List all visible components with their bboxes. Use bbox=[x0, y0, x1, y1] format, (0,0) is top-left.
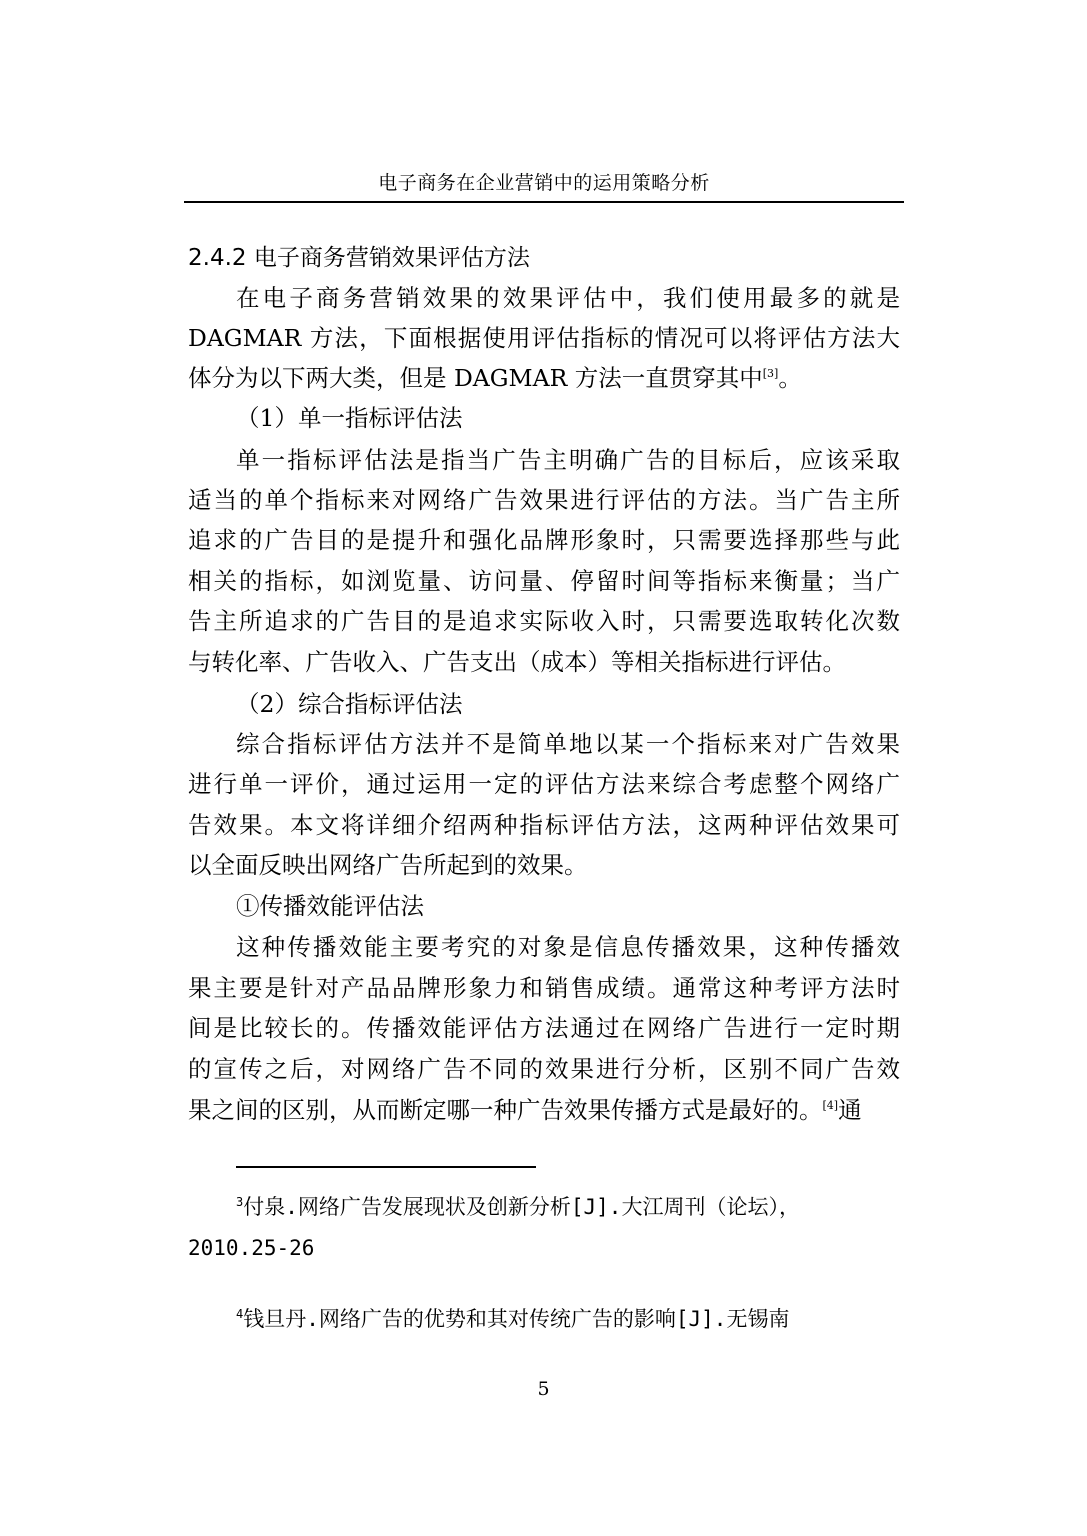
footnote-4-text: 钱旦丹.网络广告的优势和其对传统广告的影响[J].无锡南 bbox=[243, 1307, 790, 1331]
para4-line-1: 这种传播效能主要考究的对象是信息传播效果，这种传播效 bbox=[236, 933, 900, 961]
page-number: 5 bbox=[537, 1378, 550, 1400]
running-header: 电子商务在企业营销中的运用策略分析 bbox=[378, 172, 710, 194]
citation-ref-3: [3] bbox=[762, 367, 779, 380]
para2-line-1: 单一指标评估法是指当广告主明确广告的目标后，应该采取 bbox=[236, 446, 900, 474]
para4-line-5-text: 果之间的区别，从而断定哪一种广告效果传播方式是最好的。 bbox=[188, 1096, 823, 1124]
para4-line-3: 间是比较长的。传播效能评估方法通过在网络广告进行一定时期 bbox=[188, 1014, 900, 1042]
sub1-title: ①传播效能评估法 bbox=[236, 892, 424, 920]
para4-line-5-end: 通 bbox=[838, 1096, 862, 1124]
footnote-3-mark: 3 bbox=[236, 1195, 244, 1209]
footnote-3-line-2: 2010.25-26 bbox=[188, 1236, 315, 1260]
item1-title: （1）单一指标评估法 bbox=[236, 404, 463, 432]
para3-line-2: 进行单一评价，通过运用一定的评估方法来综合考虑整个网络广 bbox=[188, 770, 900, 798]
para2-line-3: 追求的广告目的是提升和强化品牌形象时，只需要选择那些与此 bbox=[188, 526, 900, 554]
citation-ref-4: [4] bbox=[822, 1099, 839, 1112]
para1-line-3-text: 体分为以下两大类，但是 DAGMAR 方法一直贯穿其中 bbox=[188, 364, 763, 392]
para1-line-3-end: 。 bbox=[778, 364, 802, 392]
para2-line-5: 告主所追求的广告目的是追求实际收入时，只需要选取转化次数 bbox=[188, 607, 900, 635]
header-rule bbox=[184, 201, 904, 203]
para4-line-2: 果主要是针对产品品牌形象力和销售成绩。通常这种考评方法时 bbox=[188, 974, 900, 1002]
footnote-3-text: 付泉.网络广告发展现状及创新分析[J].大江周刊（论坛）， bbox=[243, 1195, 800, 1219]
para2-line-6: 与转化率、广告收入、广告支出（成本）等相关指标进行评估。 bbox=[188, 648, 846, 676]
para4-line-5 bbox=[188, 1090, 900, 1130]
para1-line-2: DAGMAR 方法，下面根据使用评估指标的情况可以将评估方法大 bbox=[188, 324, 900, 352]
para1-line-3 bbox=[188, 358, 900, 398]
item2-title: （2）综合指标评估法 bbox=[236, 690, 463, 718]
para3-line-3: 告效果。本文将详细介绍两种指标评估方法，这两种评估效果可 bbox=[188, 811, 900, 839]
para2-line-4: 相关的指标，如浏览量、访问量、停留时间等指标来衡量；当广 bbox=[188, 567, 900, 595]
para1-line-1: 在电子商务营销效果的效果评估中，我们使用最多的就是 bbox=[236, 284, 900, 312]
footnote-rule bbox=[236, 1166, 536, 1168]
para3-line-1: 综合指标评估方法并不是简单地以某一个指标来对广告效果 bbox=[236, 730, 900, 758]
footnote-4-mark: 4 bbox=[236, 1307, 244, 1321]
footnote-3-line-1 bbox=[236, 1187, 900, 1227]
para4-line-4: 的宣传之后，对网络广告不同的效果进行分析，区别不同广告效 bbox=[188, 1055, 900, 1083]
footnote-4-line-1 bbox=[236, 1299, 900, 1339]
para3-line-4: 以全面反映出网络广告所起到的效果。 bbox=[188, 851, 588, 879]
para2-line-2: 适当的单个指标来对网络广告效果进行评估的方法。当广告主所 bbox=[188, 486, 900, 514]
section-heading: 2.4.2 电子商务营销效果评估方法 bbox=[188, 245, 530, 271]
